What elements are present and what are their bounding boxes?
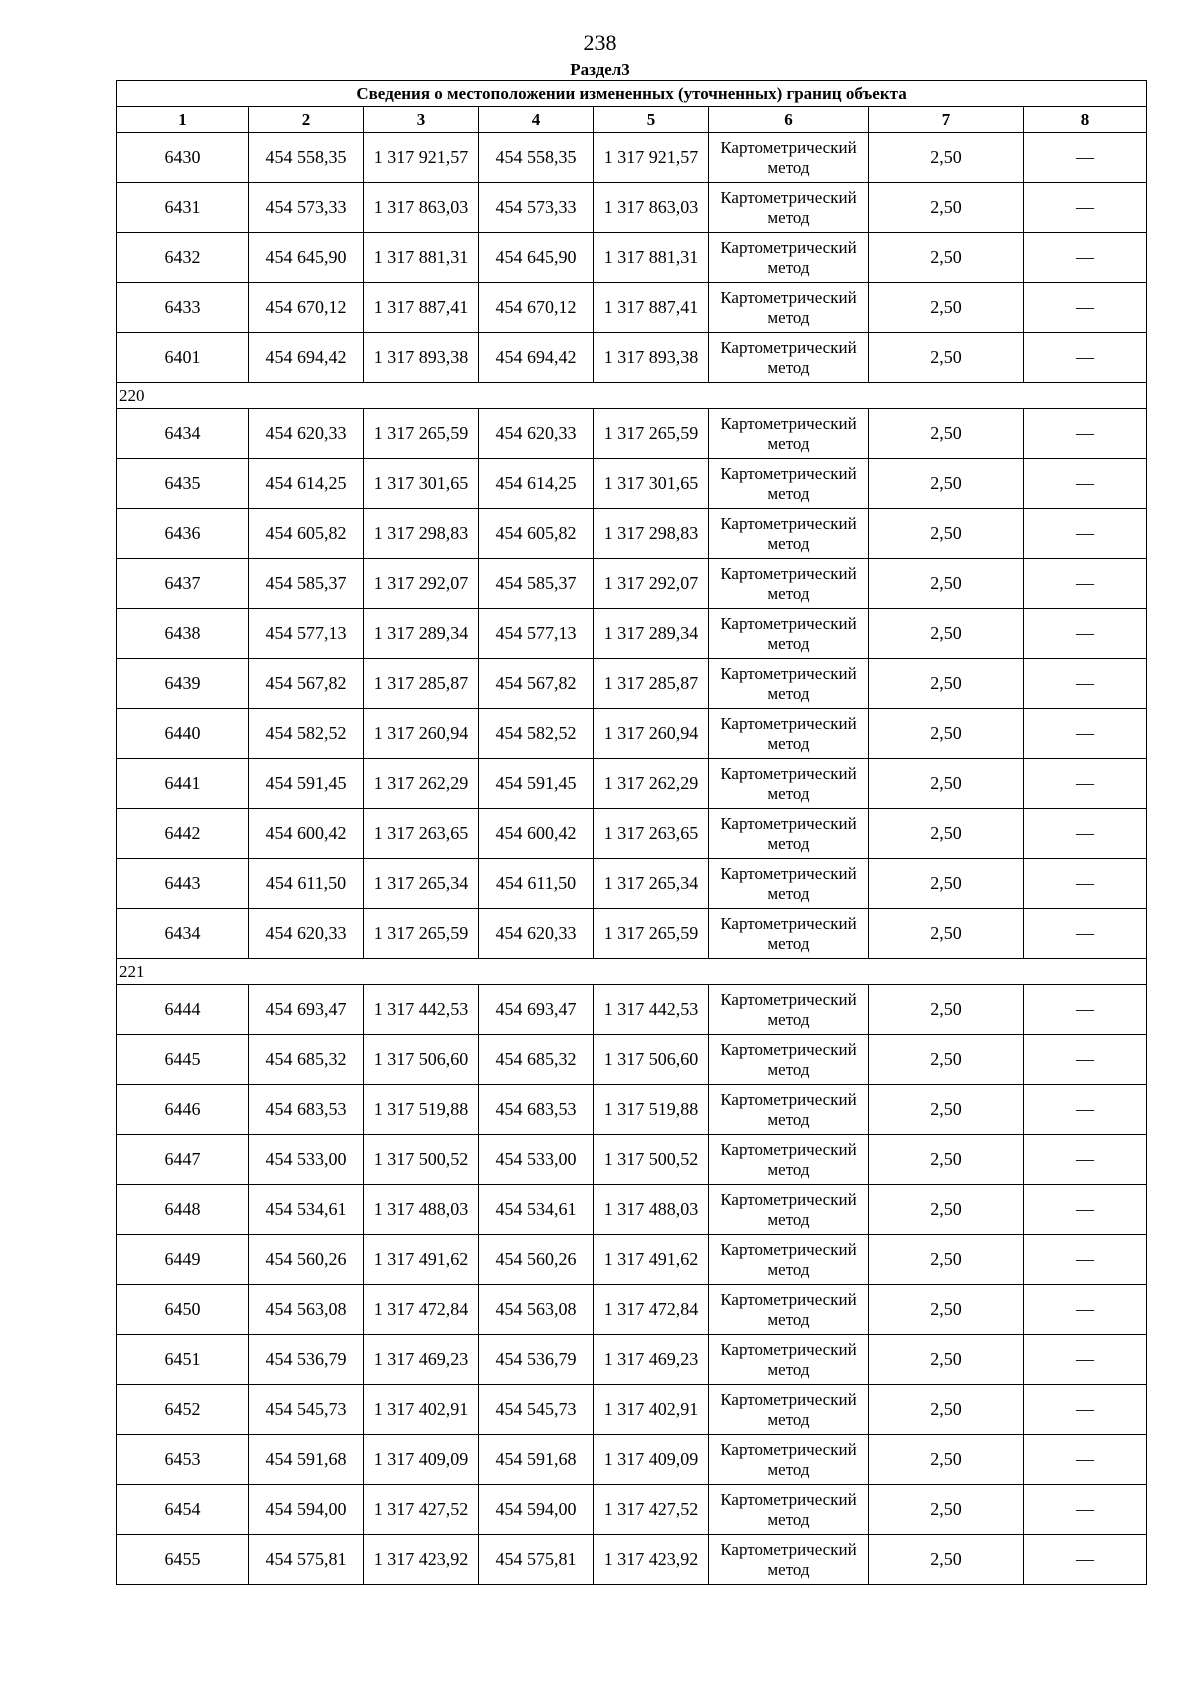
- page-number: 238: [583, 30, 617, 55]
- x-coordinate-cell: 454 533,00: [479, 1135, 594, 1185]
- y-coordinate-cell: 1 317 265,34: [364, 859, 479, 909]
- y-coordinate-cell: 1 317 298,83: [364, 509, 479, 559]
- y-coordinate-cell: 1 317 488,03: [594, 1185, 709, 1235]
- accuracy-cell: 2,50: [869, 1535, 1024, 1585]
- y-coordinate-cell: 1 317 887,41: [594, 283, 709, 333]
- note-cell: —: [1024, 659, 1147, 709]
- accuracy-cell: 2,50: [869, 183, 1024, 233]
- x-coordinate-cell: 454 573,33: [479, 183, 594, 233]
- accuracy-cell: 2,50: [869, 985, 1024, 1035]
- y-coordinate-cell: 1 317 423,92: [594, 1535, 709, 1585]
- method-cell: Картометрический метод: [709, 809, 869, 859]
- table-row: [117, 1435, 1147, 1485]
- y-coordinate-cell: 1 317 506,60: [364, 1035, 479, 1085]
- note-cell: —: [1024, 133, 1147, 183]
- accuracy-cell: 2,50: [869, 459, 1024, 509]
- column-number: 3: [364, 107, 479, 133]
- method-cell: Картометрический метод: [709, 333, 869, 383]
- point-id-cell: 6430: [117, 133, 249, 183]
- method-cell: Картометрический метод: [709, 1185, 869, 1235]
- point-id-cell: 6451: [117, 1335, 249, 1385]
- point-id-cell: 6434: [117, 909, 249, 959]
- note-cell: —: [1024, 985, 1147, 1035]
- x-coordinate-cell: 454 683,53: [479, 1085, 594, 1135]
- y-coordinate-cell: 1 317 921,57: [364, 133, 479, 183]
- x-coordinate-cell: 454 605,82: [479, 509, 594, 559]
- x-coordinate-cell: 454 600,42: [249, 809, 364, 859]
- x-coordinate-cell: 454 594,00: [249, 1485, 364, 1535]
- x-coordinate-cell: 454 620,33: [249, 409, 364, 459]
- y-coordinate-cell: 1 317 491,62: [364, 1235, 479, 1285]
- x-coordinate-cell: 454 614,25: [249, 459, 364, 509]
- x-coordinate-cell: 454 567,82: [479, 659, 594, 709]
- point-id-cell: 6438: [117, 609, 249, 659]
- point-id-cell: 6453: [117, 1435, 249, 1485]
- y-coordinate-cell: 1 317 519,88: [364, 1085, 479, 1135]
- method-cell: Картометрический метод: [709, 509, 869, 559]
- point-id-cell: 6448: [117, 1185, 249, 1235]
- y-coordinate-cell: 1 317 265,59: [594, 409, 709, 459]
- x-coordinate-cell: 454 591,45: [479, 759, 594, 809]
- x-coordinate-cell: 454 694,42: [479, 333, 594, 383]
- accuracy-cell: 2,50: [869, 809, 1024, 859]
- x-coordinate-cell: 454 560,26: [249, 1235, 364, 1285]
- y-coordinate-cell: 1 317 881,31: [364, 233, 479, 283]
- accuracy-cell: 2,50: [869, 1485, 1024, 1535]
- accuracy-cell: 2,50: [869, 233, 1024, 283]
- column-numbers-row: [117, 107, 1147, 133]
- x-coordinate-cell: 454 620,33: [479, 409, 594, 459]
- x-coordinate-cell: 454 694,42: [249, 333, 364, 383]
- table-row: [117, 985, 1147, 1035]
- method-cell: Картометрический метод: [709, 759, 869, 809]
- y-coordinate-cell: 1 317 260,94: [594, 709, 709, 759]
- table-row: [117, 809, 1147, 859]
- accuracy-cell: 2,50: [869, 333, 1024, 383]
- coordinates-table: [116, 80, 1147, 1585]
- x-coordinate-cell: 454 670,12: [249, 283, 364, 333]
- note-cell: —: [1024, 1335, 1147, 1385]
- y-coordinate-cell: 1 317 863,03: [594, 183, 709, 233]
- y-coordinate-cell: 1 317 469,23: [364, 1335, 479, 1385]
- method-cell: Картометрический метод: [709, 859, 869, 909]
- y-coordinate-cell: 1 317 881,31: [594, 233, 709, 283]
- note-cell: —: [1024, 1485, 1147, 1535]
- x-coordinate-cell: 454 611,50: [479, 859, 594, 909]
- table-row: [117, 1535, 1147, 1585]
- x-coordinate-cell: 454 591,45: [249, 759, 364, 809]
- note-cell: —: [1024, 1435, 1147, 1485]
- y-coordinate-cell: 1 317 402,91: [364, 1385, 479, 1435]
- table-row: [117, 759, 1147, 809]
- y-coordinate-cell: 1 317 488,03: [364, 1185, 479, 1235]
- note-cell: —: [1024, 183, 1147, 233]
- x-coordinate-cell: 454 558,35: [249, 133, 364, 183]
- x-coordinate-cell: 454 545,73: [249, 1385, 364, 1435]
- x-coordinate-cell: 454 536,79: [479, 1335, 594, 1385]
- x-coordinate-cell: 454 620,33: [249, 909, 364, 959]
- x-coordinate-cell: 454 577,13: [249, 609, 364, 659]
- column-number: 7: [869, 107, 1024, 133]
- y-coordinate-cell: 1 317 262,29: [364, 759, 479, 809]
- table-row: [117, 909, 1147, 959]
- group-label: 220: [117, 383, 1147, 409]
- y-coordinate-cell: 1 317 409,09: [594, 1435, 709, 1485]
- note-cell: —: [1024, 333, 1147, 383]
- y-coordinate-cell: 1 317 506,60: [594, 1035, 709, 1085]
- note-cell: —: [1024, 1135, 1147, 1185]
- accuracy-cell: 2,50: [869, 133, 1024, 183]
- method-cell: Картометрический метод: [709, 1485, 869, 1535]
- point-id-cell: 6454: [117, 1485, 249, 1535]
- note-cell: —: [1024, 409, 1147, 459]
- y-coordinate-cell: 1 317 893,38: [364, 333, 479, 383]
- x-coordinate-cell: 454 563,08: [479, 1285, 594, 1335]
- point-id-cell: 6452: [117, 1385, 249, 1435]
- note-cell: —: [1024, 609, 1147, 659]
- x-coordinate-cell: 454 611,50: [249, 859, 364, 909]
- y-coordinate-cell: 1 317 292,07: [364, 559, 479, 609]
- note-cell: —: [1024, 1385, 1147, 1435]
- table-row: [117, 183, 1147, 233]
- note-cell: —: [1024, 283, 1147, 333]
- y-coordinate-cell: 1 317 263,65: [364, 809, 479, 859]
- point-id-cell: 6444: [117, 985, 249, 1035]
- point-id-cell: 6442: [117, 809, 249, 859]
- point-id-cell: 6439: [117, 659, 249, 709]
- table-row: [117, 1035, 1147, 1085]
- x-coordinate-cell: 454 693,47: [249, 985, 364, 1035]
- accuracy-cell: 2,50: [869, 1335, 1024, 1385]
- y-coordinate-cell: 1 317 863,03: [364, 183, 479, 233]
- y-coordinate-cell: 1 317 301,65: [364, 459, 479, 509]
- y-coordinate-cell: 1 317 472,84: [364, 1285, 479, 1335]
- column-number: 2: [249, 107, 364, 133]
- method-cell: Картометрический метод: [709, 1085, 869, 1135]
- table-row: [117, 1485, 1147, 1535]
- column-number: 1: [117, 107, 249, 133]
- point-id-cell: 6447: [117, 1135, 249, 1185]
- method-cell: Картометрический метод: [709, 183, 869, 233]
- note-cell: —: [1024, 1535, 1147, 1585]
- x-coordinate-cell: 454 614,25: [479, 459, 594, 509]
- point-id-cell: 6440: [117, 709, 249, 759]
- group-row: [117, 383, 1147, 409]
- y-coordinate-cell: 1 317 469,23: [594, 1335, 709, 1385]
- y-coordinate-cell: 1 317 500,52: [594, 1135, 709, 1185]
- table-row: [117, 1135, 1147, 1185]
- point-id-cell: 6445: [117, 1035, 249, 1085]
- method-cell: Картометрический метод: [709, 1385, 869, 1435]
- y-coordinate-cell: 1 317 289,34: [594, 609, 709, 659]
- method-cell: Картометрический метод: [709, 1435, 869, 1485]
- accuracy-cell: 2,50: [869, 1135, 1024, 1185]
- x-coordinate-cell: 454 685,32: [249, 1035, 364, 1085]
- note-cell: —: [1024, 1285, 1147, 1335]
- accuracy-cell: 2,50: [869, 559, 1024, 609]
- x-coordinate-cell: 454 545,73: [479, 1385, 594, 1435]
- point-id-cell: 6436: [117, 509, 249, 559]
- note-cell: —: [1024, 559, 1147, 609]
- note-cell: —: [1024, 233, 1147, 283]
- point-id-cell: 6450: [117, 1285, 249, 1335]
- method-cell: Картометрический метод: [709, 459, 869, 509]
- accuracy-cell: 2,50: [869, 509, 1024, 559]
- method-cell: Картометрический метод: [709, 409, 869, 459]
- y-coordinate-cell: 1 317 427,52: [594, 1485, 709, 1535]
- note-cell: —: [1024, 1035, 1147, 1085]
- note-cell: —: [1024, 1235, 1147, 1285]
- note-cell: —: [1024, 759, 1147, 809]
- y-coordinate-cell: 1 317 292,07: [594, 559, 709, 609]
- table-row: [117, 1285, 1147, 1335]
- y-coordinate-cell: 1 317 921,57: [594, 133, 709, 183]
- accuracy-cell: 2,50: [869, 1435, 1024, 1485]
- table-title: Сведения о местоположении измененных (уточненных) границ объекта: [117, 81, 1147, 107]
- note-cell: —: [1024, 709, 1147, 759]
- y-coordinate-cell: 1 317 301,65: [594, 459, 709, 509]
- x-coordinate-cell: 454 693,47: [479, 985, 594, 1035]
- table-row: [117, 1185, 1147, 1235]
- x-coordinate-cell: 454 558,35: [479, 133, 594, 183]
- method-cell: Картометрический метод: [709, 659, 869, 709]
- y-coordinate-cell: 1 317 427,52: [364, 1485, 479, 1535]
- method-cell: Картометрический метод: [709, 1235, 869, 1285]
- table-row: [117, 1335, 1147, 1385]
- y-coordinate-cell: 1 317 262,29: [594, 759, 709, 809]
- y-coordinate-cell: 1 317 285,87: [364, 659, 479, 709]
- accuracy-cell: 2,50: [869, 1085, 1024, 1135]
- y-coordinate-cell: 1 317 265,59: [364, 409, 479, 459]
- point-id-cell: 6433: [117, 283, 249, 333]
- x-coordinate-cell: 454 605,82: [249, 509, 364, 559]
- y-coordinate-cell: 1 317 500,52: [364, 1135, 479, 1185]
- y-coordinate-cell: 1 317 442,53: [364, 985, 479, 1035]
- x-coordinate-cell: 454 600,42: [479, 809, 594, 859]
- method-cell: Картометрический метод: [709, 985, 869, 1035]
- table-title-row: [117, 81, 1147, 107]
- point-id-cell: 6455: [117, 1535, 249, 1585]
- table-row: [117, 709, 1147, 759]
- table-row: [117, 1385, 1147, 1435]
- point-id-cell: 6443: [117, 859, 249, 909]
- point-id-cell: 6401: [117, 333, 249, 383]
- table-row: [117, 459, 1147, 509]
- note-cell: —: [1024, 509, 1147, 559]
- column-number: 8: [1024, 107, 1147, 133]
- accuracy-cell: 2,50: [869, 1285, 1024, 1335]
- x-coordinate-cell: 454 591,68: [249, 1435, 364, 1485]
- note-cell: —: [1024, 859, 1147, 909]
- method-cell: Картометрический метод: [709, 909, 869, 959]
- x-coordinate-cell: 454 533,00: [249, 1135, 364, 1185]
- method-cell: Картометрический метод: [709, 233, 869, 283]
- accuracy-cell: 2,50: [869, 859, 1024, 909]
- y-coordinate-cell: 1 317 402,91: [594, 1385, 709, 1435]
- point-id-cell: 6441: [117, 759, 249, 809]
- accuracy-cell: 2,50: [869, 1235, 1024, 1285]
- point-id-cell: 6435: [117, 459, 249, 509]
- x-coordinate-cell: 454 585,37: [479, 559, 594, 609]
- x-coordinate-cell: 454 573,33: [249, 183, 364, 233]
- x-coordinate-cell: 454 536,79: [249, 1335, 364, 1385]
- table-row: [117, 233, 1147, 283]
- group-row: [117, 959, 1147, 985]
- x-coordinate-cell: 454 645,90: [249, 233, 364, 283]
- accuracy-cell: 2,50: [869, 1035, 1024, 1085]
- note-cell: —: [1024, 1185, 1147, 1235]
- y-coordinate-cell: 1 317 491,62: [594, 1235, 709, 1285]
- table-row: [117, 333, 1147, 383]
- table-row: [117, 283, 1147, 333]
- accuracy-cell: 2,50: [869, 1185, 1024, 1235]
- accuracy-cell: 2,50: [869, 1385, 1024, 1435]
- x-coordinate-cell: 454 582,52: [249, 709, 364, 759]
- y-coordinate-cell: 1 317 423,92: [364, 1535, 479, 1585]
- column-number: 4: [479, 107, 594, 133]
- x-coordinate-cell: 454 567,82: [249, 659, 364, 709]
- note-cell: —: [1024, 1085, 1147, 1135]
- y-coordinate-cell: 1 317 260,94: [364, 709, 479, 759]
- x-coordinate-cell: 454 577,13: [479, 609, 594, 659]
- x-coordinate-cell: 454 683,53: [249, 1085, 364, 1135]
- method-cell: Картометрический метод: [709, 1285, 869, 1335]
- table-row: [117, 659, 1147, 709]
- x-coordinate-cell: 454 534,61: [249, 1185, 364, 1235]
- note-cell: —: [1024, 459, 1147, 509]
- y-coordinate-cell: 1 317 265,59: [364, 909, 479, 959]
- x-coordinate-cell: 454 670,12: [479, 283, 594, 333]
- table-row: [117, 559, 1147, 609]
- table-row: [117, 133, 1147, 183]
- x-coordinate-cell: 454 582,52: [479, 709, 594, 759]
- method-cell: Картометрический метод: [709, 1335, 869, 1385]
- method-cell: Картометрический метод: [709, 709, 869, 759]
- table-row: [117, 509, 1147, 559]
- y-coordinate-cell: 1 317 893,38: [594, 333, 709, 383]
- method-cell: Картометрический метод: [709, 1135, 869, 1185]
- x-coordinate-cell: 454 620,33: [479, 909, 594, 959]
- point-id-cell: 6432: [117, 233, 249, 283]
- table-row: [117, 1235, 1147, 1285]
- column-number: 5: [594, 107, 709, 133]
- x-coordinate-cell: 454 685,32: [479, 1035, 594, 1085]
- y-coordinate-cell: 1 317 263,65: [594, 809, 709, 859]
- y-coordinate-cell: 1 317 887,41: [364, 283, 479, 333]
- method-cell: Картометрический метод: [709, 1535, 869, 1585]
- method-cell: Картометрический метод: [709, 559, 869, 609]
- table-row: [117, 609, 1147, 659]
- x-coordinate-cell: 454 591,68: [479, 1435, 594, 1485]
- section-title: Раздел3: [570, 60, 630, 79]
- group-label: 221: [117, 959, 1147, 985]
- x-coordinate-cell: 454 585,37: [249, 559, 364, 609]
- x-coordinate-cell: 454 560,26: [479, 1235, 594, 1285]
- y-coordinate-cell: 1 317 472,84: [594, 1285, 709, 1335]
- y-coordinate-cell: 1 317 289,34: [364, 609, 479, 659]
- x-coordinate-cell: 454 645,90: [479, 233, 594, 283]
- table-row: [117, 409, 1147, 459]
- method-cell: Картометрический метод: [709, 283, 869, 333]
- x-coordinate-cell: 454 534,61: [479, 1185, 594, 1235]
- accuracy-cell: 2,50: [869, 609, 1024, 659]
- table-row: [117, 859, 1147, 909]
- x-coordinate-cell: 454 575,81: [479, 1535, 594, 1585]
- point-id-cell: 6449: [117, 1235, 249, 1285]
- point-id-cell: 6431: [117, 183, 249, 233]
- y-coordinate-cell: 1 317 285,87: [594, 659, 709, 709]
- column-number: 6: [709, 107, 869, 133]
- y-coordinate-cell: 1 317 265,59: [594, 909, 709, 959]
- accuracy-cell: 2,50: [869, 909, 1024, 959]
- note-cell: —: [1024, 809, 1147, 859]
- table-row: [117, 1085, 1147, 1135]
- x-coordinate-cell: 454 563,08: [249, 1285, 364, 1335]
- x-coordinate-cell: 454 594,00: [479, 1485, 594, 1535]
- y-coordinate-cell: 1 317 265,34: [594, 859, 709, 909]
- x-coordinate-cell: 454 575,81: [249, 1535, 364, 1585]
- point-id-cell: 6434: [117, 409, 249, 459]
- method-cell: Картометрический метод: [709, 1035, 869, 1085]
- y-coordinate-cell: 1 317 442,53: [594, 985, 709, 1035]
- note-cell: —: [1024, 909, 1147, 959]
- y-coordinate-cell: 1 317 519,88: [594, 1085, 709, 1135]
- point-id-cell: 6446: [117, 1085, 249, 1135]
- accuracy-cell: 2,50: [869, 283, 1024, 333]
- y-coordinate-cell: 1 317 298,83: [594, 509, 709, 559]
- accuracy-cell: 2,50: [869, 709, 1024, 759]
- point-id-cell: 6437: [117, 559, 249, 609]
- accuracy-cell: 2,50: [869, 409, 1024, 459]
- accuracy-cell: 2,50: [869, 659, 1024, 709]
- method-cell: Картометрический метод: [709, 133, 869, 183]
- method-cell: Картометрический метод: [709, 609, 869, 659]
- y-coordinate-cell: 1 317 409,09: [364, 1435, 479, 1485]
- accuracy-cell: 2,50: [869, 759, 1024, 809]
